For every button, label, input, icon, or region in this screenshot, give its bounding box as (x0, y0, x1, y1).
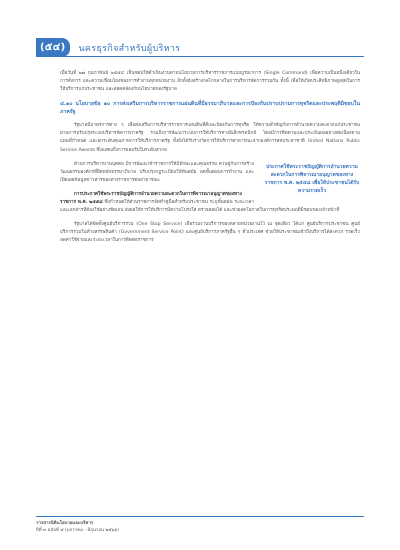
pull-quote: ประกาศใช้พระราชบัญญัติการอำนวยความสะดวกในการพิจารณาอนุญาตของทางราชการ พ.ศ. ๒๕๕๘ เพื่อให้ประชาชนได้รับความรวดเร็ว (264, 163, 360, 194)
paragraph-2: ด้านการบริหารงานบุคคล มีการพัฒนาข้าราชการให้มีทักษะและคุณธรรม ควบคู่กับการสร้างวัฒนธรรมองค์กรที่ยึดหลักธรรมาภิบาล ปรับปรุงกฎระเบียบให้ทันสมัย ลดขั้นตอนการทำงาน และเปิดเผยข้อมูลข่าวสารของทางราชการต่อสาธารณะ (60, 161, 254, 183)
paragraph-1: รัฐบาลมีมาตรการต่าง ๆ เพื่อส่งเสริมการบริหารราชการแผ่นดินที่ดีและป้องกันการทุจริต ให้ความสำคัญกับการอำนวยความสะดวกแก่ประชาชน ผ่านการปรับปรุงระบบบริหารจัดการภาครัฐ รวมถึงการพัฒนาระบบการให้บริการทางอิเล็กทรอนิกส์ โดยมีการติดตามและประเมินผลอย่างต่อเนื่องตามแผนที่กำหนด และยกระดับคุณภาพการให้บริการภาครัฐ ทั้งยังได้รับรางวัลการให้บริการสาธารณะจากองค์การสหประชาชาติ United Nations Public Service Awards ซึ่งแสดงถึงการยอมรับในระดับสากล (60, 123, 360, 153)
intro-paragraph: เมื่อวันที่ ๒๗ กุมภาพันธ์ ๒๕๕๔ เห็นชอบให้ดำเนินงานตามนโยบายการบริหารราชการแบบบูรณาการ (Single Command) เพื่อความเป็นหนึ่งเดียวในการสั่งการ และความเชื่อมโยงของการทำงานทุกหน่วยงาน อีกทั้งยังสร้างกลไกกลางในการบริหารจัดการร่วมกัน ทั้งนี้ เพื่อให้เกิดประสิทธิภาพสูงสุดในการให้บริการแก่ประชาชน และสอดคล้องกับนโยบายของรัฐบาล (60, 71, 360, 93)
page-header (36, 38, 180, 57)
running-title: นครธุรกิจสำหรับผู้บริหาร (78, 43, 181, 54)
paragraph-4: รัฐบาลได้จัดตั้งศูนย์บริการร่วม (One Stop Service) เพื่อรวมงานบริการของหลายหน่วยงานไว้ ณ จุดเดียว ได้แก่ ศูนย์บริการประชาชน ศูนย์บริการร่วมในห้างสรรพสินค้า (Government Service Point) และศูนย์บริการภาครัฐอื่น ๆ ทั่วประเทศ ช่วยให้ประชาชนเข้าถึงบริการได้สะดวก รวดเร็ว ลดค่าใช้จ่ายและระยะเวลาในการติดต่อราชการ (60, 222, 360, 244)
paragraph-3-bold: การประกาศใช้พระราชบัญญัติการอำนวยความสะดวกในการพิจารณาอนุญาตของทางราชการ พ.ศ. ๒๕๕๘ (60, 191, 242, 206)
section-heading: ๔.๑๐ นโยบายข้อ ๑๐ การส่งเสริมการบริหารราชการแผ่นดินที่มีธรรมาภิบาลและการป้องกันปราบปรามการทุจริตและประพฤติมิชอบในภาครัฐ (60, 101, 360, 116)
journal-citation: ปีที่ ๓ ฉบับที่ ๕ (มกราคม - มิถุนายน ๒๕๖๑) (36, 527, 119, 533)
header-rule (36, 56, 364, 57)
page-footer (36, 516, 364, 534)
article-body (60, 70, 360, 252)
paragraph-3-rest: ซึ่งกำหนดให้ส่วนราชการจัดทำคู่มือสำหรับประชาชน ระบุขั้นตอน ระยะเวลา และเอกสารที่ต้องใช้อย่างชัดเจน ส่งผลให้การให้บริการมีความโปร่งใส ตรวจสอบได้ และช่วยลดโอกาสในการทุจริตประพฤติมิชอบของเจ้าหน้าที่ (60, 200, 340, 214)
journal-title: วารสารนิตินโยบายและบริหาร (36, 521, 94, 526)
page-number: (๕๔) (36, 38, 70, 57)
